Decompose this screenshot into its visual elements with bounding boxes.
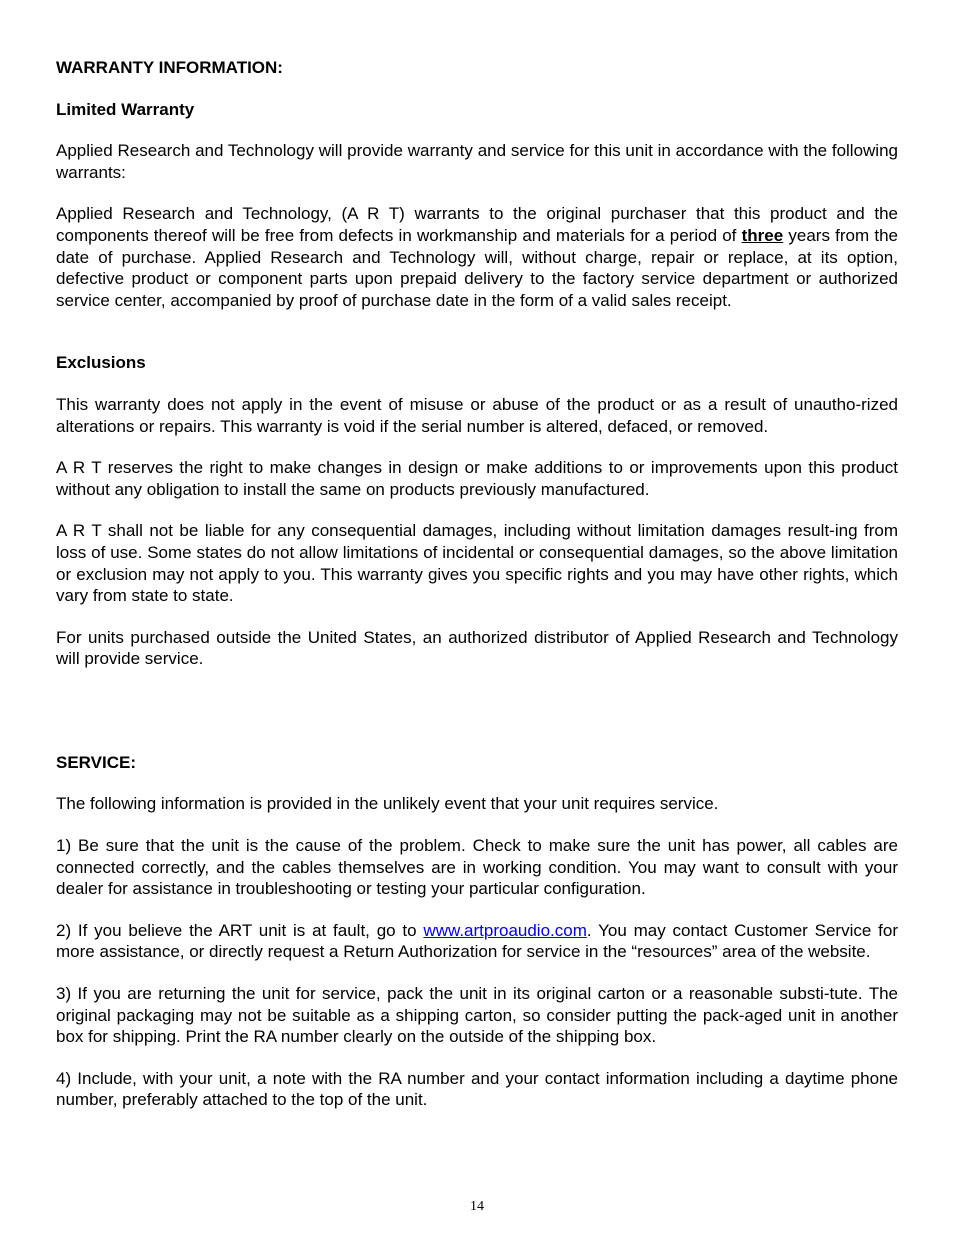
spacer	[56, 1048, 898, 1068]
warranty-terms-paragraph	[56, 203, 898, 311]
exclusions-paragraph: A R T reserves the right to make changes in design or make additions to or improvements upon this product without any obligation to install the same on products previously manufactured.	[56, 458, 898, 499]
exclusions-title: Exclusions	[56, 353, 146, 373]
service-heading: SERVICE:	[56, 752, 136, 772]
warranty-heading: WARRANTY INFORMATION:	[56, 58, 283, 77]
spacer	[56, 79, 898, 99]
page-number: 14	[470, 1199, 484, 1214]
service-step-2	[56, 920, 898, 963]
spacer	[56, 437, 898, 457]
spacer	[56, 311, 898, 352]
service-intro-paragraph: The following information is provided in the unlikely event that your unit requires service.	[56, 794, 719, 814]
spacer	[56, 815, 898, 835]
spacer	[56, 773, 898, 793]
warranty-period-emphasis: three	[741, 225, 784, 245]
website-link[interactable]: www.artproaudio.com	[423, 920, 587, 940]
exclusions-paragraph: This warranty does not apply in the event of misuse or abuse of the product or as a result of unautho-rized alterations or repairs. This warranty is void if the serial number is altered, defaced, or removed.	[56, 394, 898, 436]
spacer	[56, 670, 898, 752]
service-step-2-text-end: . You may contact Customer Service for more assistance, or directly request a Return Authorization for service in the “resources” area of the website.	[56, 920, 898, 962]
exclusions-paragraph: For units purchased outside the United States, an authorized distributor of Applied Research and Technology will provide service.	[56, 627, 898, 669]
spacer	[56, 963, 898, 983]
spacer	[56, 120, 898, 140]
limited-warranty-title: Limited Warranty	[56, 99, 195, 119]
service-step-1: 1) Be sure that the unit is the cause of the problem. Check to make sure the unit has power, all cables are connected correctly, and the cables themselves are in working condition. You may want to consult with your dealer for assistance in troubleshooting or testing your particular configuration.	[56, 836, 898, 899]
spacer	[56, 183, 898, 203]
spacer	[56, 500, 898, 520]
spacer	[56, 900, 898, 920]
warranty-terms-text-end: years from the date of purchase. Applied Research and Technology will, without charge, repair or replace, at its option, defective product or component parts upon prepaid delivery to the factory service department or authorized service center, accompanied by proof of purchase date in the form of a valid sales receipt.	[56, 225, 898, 310]
service-step-3: 3) If you are returning the unit for service, pack the unit in its original carton or a reasonable substi-tute. The original packaging may not be suitable as a shipping carton, so consider putting the pack-aged unit in another box for shipping. Print the RA number clearly on the outside of the shipping box.	[56, 984, 898, 1047]
service-step-2-text-start: 2) If you believe the ART unit is at fault, go to	[56, 920, 424, 940]
service-step-4: 4) Include, with your unit, a note with the RA number and your contact information including a daytime phone number, preferably attached to the top of the unit.	[56, 1068, 898, 1110]
warranty-terms-text-start: Applied Research and Technology, (A R T) warrants to the original purchaser that this product and the components thereof will be free from defects in workmanship and materials for a period of	[56, 204, 898, 245]
warranty-intro-paragraph: Applied Research and Technology will provide warranty and service for this unit in accordance with the following warrants:	[56, 141, 898, 182]
spacer	[56, 374, 898, 394]
spacer	[56, 607, 898, 627]
exclusions-paragraph: A R T shall not be liable for any consequential damages, including without limitation damages result-ing from loss of use. Some states do not allow limitations of incidental or consequential damages, so the above limitation or exclusion may not apply to you. This warranty gives you specific rights and you may have other rights, which vary from state to state.	[56, 521, 898, 606]
document-page	[56, 57, 898, 1111]
